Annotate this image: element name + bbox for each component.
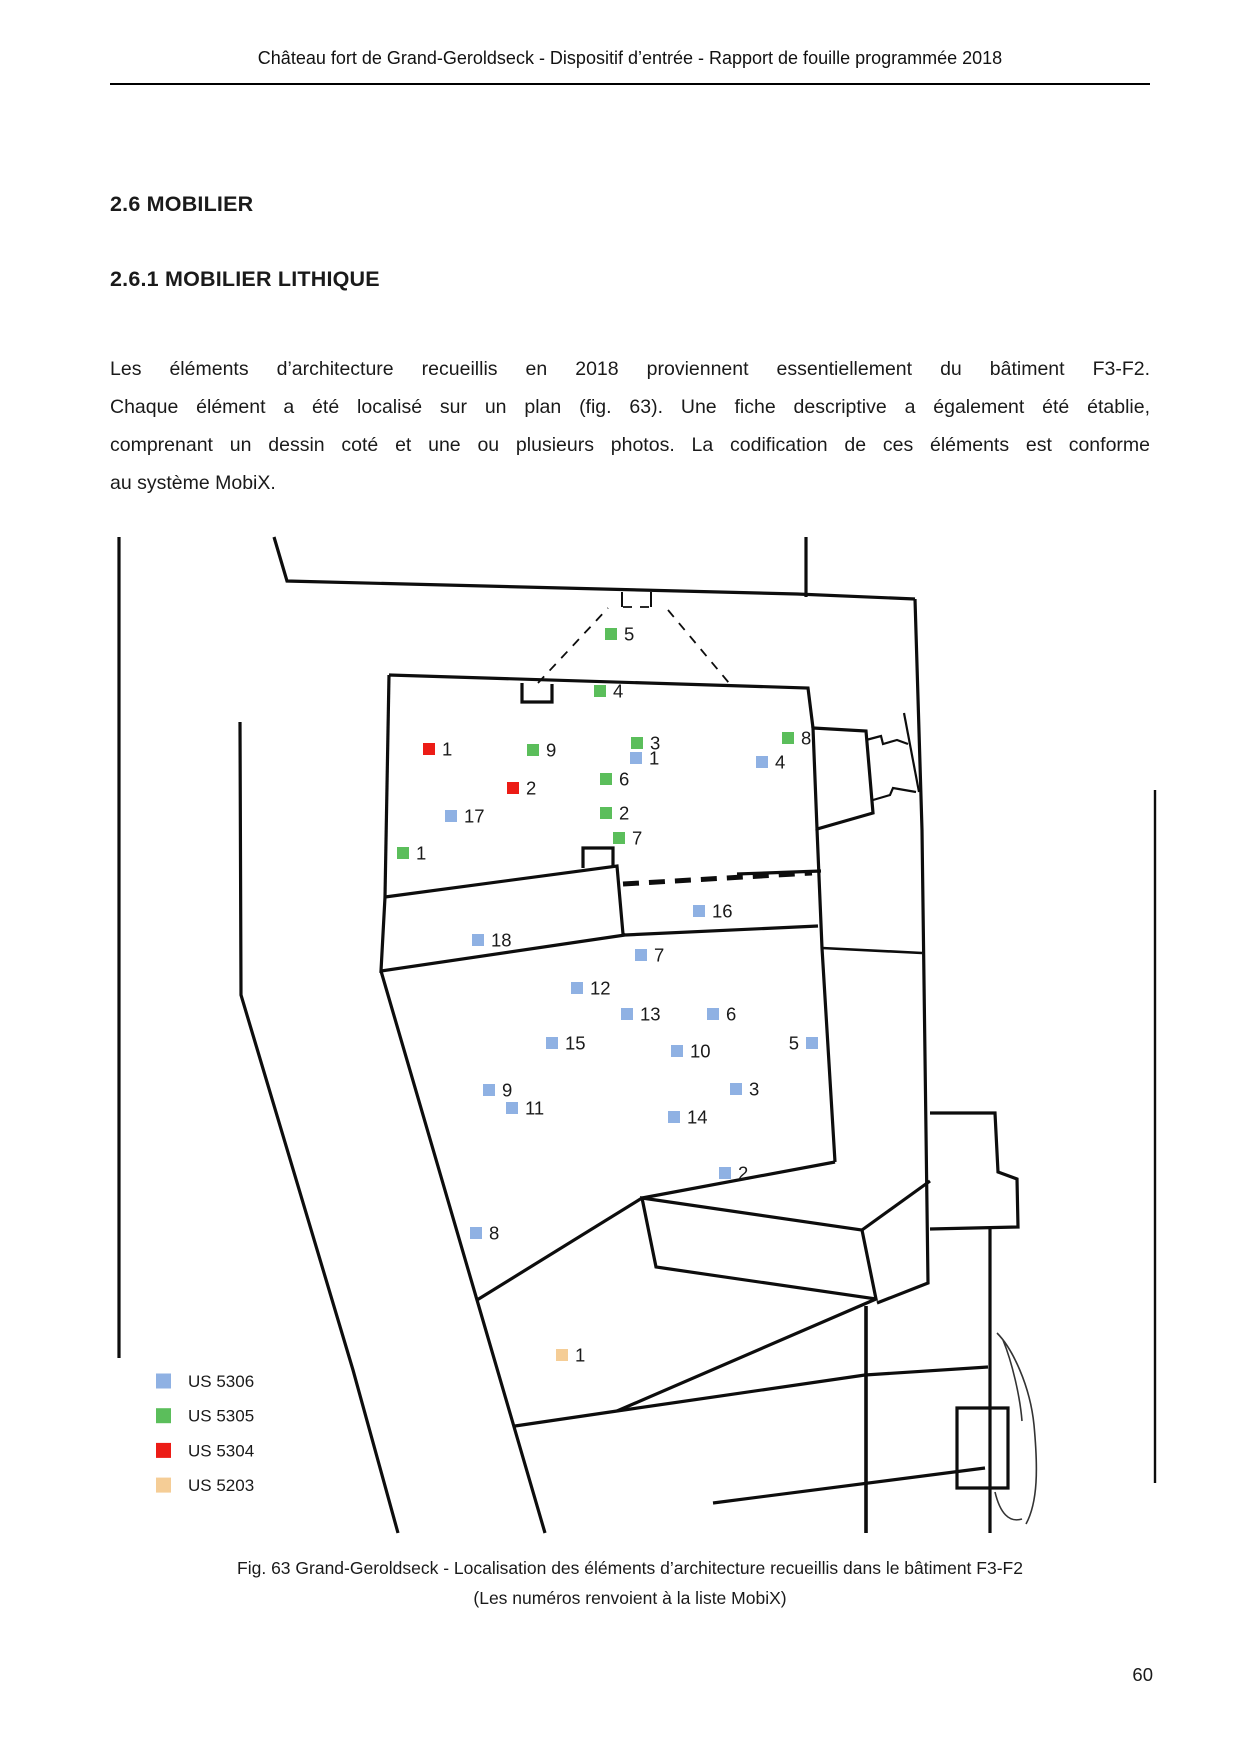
section-heading: 2.6 MOBILIER bbox=[110, 192, 254, 216]
plan-marker-label: 12 bbox=[590, 977, 611, 999]
site-plan-figure bbox=[0, 478, 1241, 1568]
plan-marker-label: 3 bbox=[749, 1078, 760, 1100]
plan-marker-label: 7 bbox=[632, 827, 643, 849]
plan-marker bbox=[756, 756, 768, 768]
paragraph-line: Les éléments d’architecture recueillis en 2018 proviennent essentiellement du bâtiment F3-F2. bbox=[110, 358, 1150, 380]
plan-marker-label: 18 bbox=[491, 929, 512, 951]
plan-marker bbox=[594, 685, 606, 697]
plan-marker-label: 13 bbox=[640, 1003, 661, 1025]
plan-marker bbox=[631, 737, 643, 749]
plan-marker-label: 1 bbox=[575, 1344, 586, 1366]
plan-marker bbox=[621, 1008, 633, 1020]
plan-marker-label: 9 bbox=[546, 739, 557, 761]
plan-marker-label: 5 bbox=[624, 623, 635, 645]
plan-legend bbox=[156, 1372, 254, 1495]
legend-label: US 5306 bbox=[188, 1372, 255, 1391]
dashed-trapezoid bbox=[538, 607, 729, 683]
plan-marker-label: 4 bbox=[775, 751, 786, 773]
plan-marker bbox=[605, 628, 617, 640]
plan-marker bbox=[693, 905, 705, 917]
plan-marker-label: 6 bbox=[619, 768, 630, 790]
plan-marker bbox=[630, 752, 642, 764]
plan-marker bbox=[546, 1037, 558, 1049]
plan-marker bbox=[613, 832, 625, 844]
page-header: Château fort de Grand-Geroldseck - Dispositif d’entrée - Rapport de fouille programmée 2018 bbox=[110, 48, 1150, 85]
plan-marker bbox=[445, 810, 457, 822]
legend-swatch bbox=[156, 1478, 171, 1493]
plan-marker-label: 5 bbox=[788, 1032, 799, 1054]
plan-marker bbox=[571, 982, 583, 994]
subsection-heading: 2.6.1 MOBILIER LITHIQUE bbox=[110, 267, 380, 291]
plan-marker bbox=[671, 1045, 683, 1057]
plan-dashed-lines bbox=[538, 607, 812, 884]
plan-marker bbox=[635, 949, 647, 961]
plan-marker-label: 2 bbox=[738, 1162, 749, 1184]
plan-marker-label: 4 bbox=[613, 680, 624, 702]
plan-marker bbox=[507, 782, 519, 794]
legend-swatch bbox=[156, 1374, 171, 1389]
figure-caption-line1: Fig. 63 Grand-Geroldseck - Localisation des éléments d’architecture recueillis dans le bâtiment F3-F2 bbox=[237, 1558, 1023, 1578]
plan-marker-label: 1 bbox=[649, 747, 660, 769]
plan-marker-label: 8 bbox=[489, 1222, 500, 1244]
paragraph-line: au système MobiX. bbox=[110, 472, 276, 494]
plan-marker-label: 9 bbox=[502, 1079, 513, 1101]
figure-caption-line2: (Les numéros renvoient à la liste MobiX) bbox=[473, 1588, 787, 1608]
plan-marker bbox=[782, 732, 794, 744]
plan-marker-label: 16 bbox=[712, 900, 733, 922]
legend-swatch bbox=[156, 1408, 171, 1423]
legend-label: US 5203 bbox=[188, 1476, 255, 1496]
plan-marker-label: 3 bbox=[650, 732, 661, 754]
plan-marker-label: 1 bbox=[416, 842, 427, 864]
plan-marker-label: 1 bbox=[442, 738, 453, 760]
plan-marker bbox=[423, 743, 435, 755]
plan-marker bbox=[600, 773, 612, 785]
legend-label: US 5304 bbox=[188, 1441, 255, 1461]
plan-marker-label: 10 bbox=[690, 1040, 711, 1062]
plan-marker bbox=[707, 1008, 719, 1020]
plan-marker-label: 2 bbox=[526, 777, 537, 799]
legend-label: US 5305 bbox=[188, 1406, 255, 1426]
plan-marker bbox=[600, 807, 612, 819]
plan-marker bbox=[472, 934, 484, 946]
page-number: 60 bbox=[1132, 1664, 1153, 1685]
plan-marker bbox=[527, 744, 539, 756]
paragraph-line: comprenant un dessin coté et une ou plusieurs photos. La codification de ces éléments est conforme bbox=[110, 434, 1150, 456]
plan-marker-label: 6 bbox=[726, 1003, 737, 1025]
plan-marker bbox=[806, 1037, 818, 1049]
plan-marker bbox=[397, 847, 409, 859]
plan-marker bbox=[470, 1227, 482, 1239]
plan-marker-label: 11 bbox=[525, 1097, 545, 1119]
plan-marker-label: 2 bbox=[619, 802, 630, 824]
plan-marker-label: 14 bbox=[687, 1106, 708, 1128]
plan-marker-label: 15 bbox=[565, 1032, 586, 1054]
plan-marker bbox=[668, 1111, 680, 1123]
plan-rubble-outline bbox=[995, 1333, 1036, 1524]
plan-marker bbox=[730, 1083, 742, 1095]
plan-marker-label: 7 bbox=[654, 944, 665, 966]
plan-marker-label: 8 bbox=[801, 727, 812, 749]
bold-dashed-boundary bbox=[623, 873, 812, 884]
plan-marker bbox=[556, 1349, 568, 1361]
plan-marker-label: 17 bbox=[464, 805, 485, 827]
plan-markers bbox=[397, 624, 818, 1366]
plan-marker bbox=[719, 1167, 731, 1179]
plan-walls bbox=[119, 537, 1155, 1533]
legend-swatch bbox=[156, 1443, 171, 1458]
plan-marker bbox=[506, 1102, 518, 1114]
plan-marker bbox=[483, 1084, 495, 1096]
paragraph-line: Chaque élément a été localisé sur un plan (fig. 63). Une fiche descriptive a également été établie, bbox=[110, 396, 1150, 418]
figure-caption bbox=[110, 1553, 1150, 1613]
